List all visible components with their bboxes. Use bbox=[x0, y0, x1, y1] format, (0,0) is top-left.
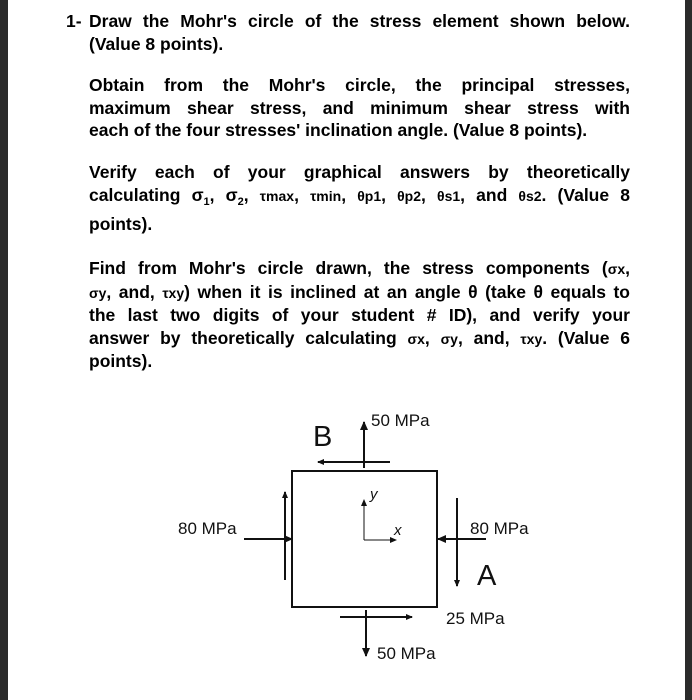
theta-p2: θp2 bbox=[397, 187, 422, 204]
theta-s1: θs1 bbox=[437, 187, 461, 204]
x-axis-label: x bbox=[394, 522, 402, 539]
bottom-stress-label: 50 MPa bbox=[377, 644, 436, 663]
face-b-label: B bbox=[313, 421, 333, 453]
tau-max: τmax bbox=[259, 187, 295, 204]
p3-calculating: calculating bbox=[89, 184, 181, 205]
p4-line-3: the last two digits of your student # ID), and verify your bbox=[89, 305, 630, 325]
p3-value: (Value 8 bbox=[557, 184, 630, 205]
p3-line-3: points). bbox=[89, 214, 153, 234]
p1-line-2: (Value 8 points). bbox=[89, 33, 224, 54]
tau-min: τmin bbox=[310, 187, 342, 204]
right-stress-label: 80 MPa bbox=[470, 519, 529, 538]
face-a-label: A bbox=[477, 560, 497, 592]
question-number: 1- bbox=[66, 11, 82, 31]
sigma-y: σy bbox=[89, 284, 107, 301]
sigma-2: $\sigma_2$ bbox=[225, 184, 244, 208]
tau-xy: τxy bbox=[162, 284, 185, 301]
p3-line-1: Verify each of your graphical answers by theoretically bbox=[89, 162, 630, 182]
p2-line-3: each of the four stresses' inclination angle. (Value 8 points). bbox=[89, 120, 588, 140]
shear-stress-label: 25 MPa bbox=[446, 609, 505, 628]
left-stress-label: 80 MPa bbox=[178, 519, 237, 538]
p1-line-1: Draw the Mohr's circle of the stress element shown below. bbox=[89, 11, 630, 31]
theta-p1: θp1 bbox=[357, 187, 382, 204]
p4-line-2: σy, and, τxy) when it is inclined at an angle θ (take θ equals to bbox=[89, 281, 630, 302]
p4-line-1: Find from Mohr's circle drawn, the stress components (σx, bbox=[89, 258, 630, 278]
y-axis-label: y bbox=[370, 486, 378, 503]
sigma-1: $\sigma_1$ bbox=[191, 184, 210, 208]
p4-line-5: points). bbox=[89, 351, 153, 371]
p2-line-1: Obtain from the Mohr's circle, the principal stresses, bbox=[89, 75, 630, 95]
p4-line-4: answer by theoretically calculating σx, σy, and, τxy. (Value 6 bbox=[89, 327, 631, 348]
sigma-x: σx bbox=[607, 261, 626, 277]
p3-line-2: calculating $\sigma_1$, $\sigma_2$, τmax, τmin, θp1, θp2, θs1, and θs2. (Value 8 bbox=[89, 184, 630, 208]
top-stress-label: 50 MPa bbox=[371, 411, 430, 430]
theta-s2: θs2 bbox=[518, 187, 542, 204]
p2-line-2: maximum shear stress, and minimum shear stress with bbox=[89, 97, 630, 118]
